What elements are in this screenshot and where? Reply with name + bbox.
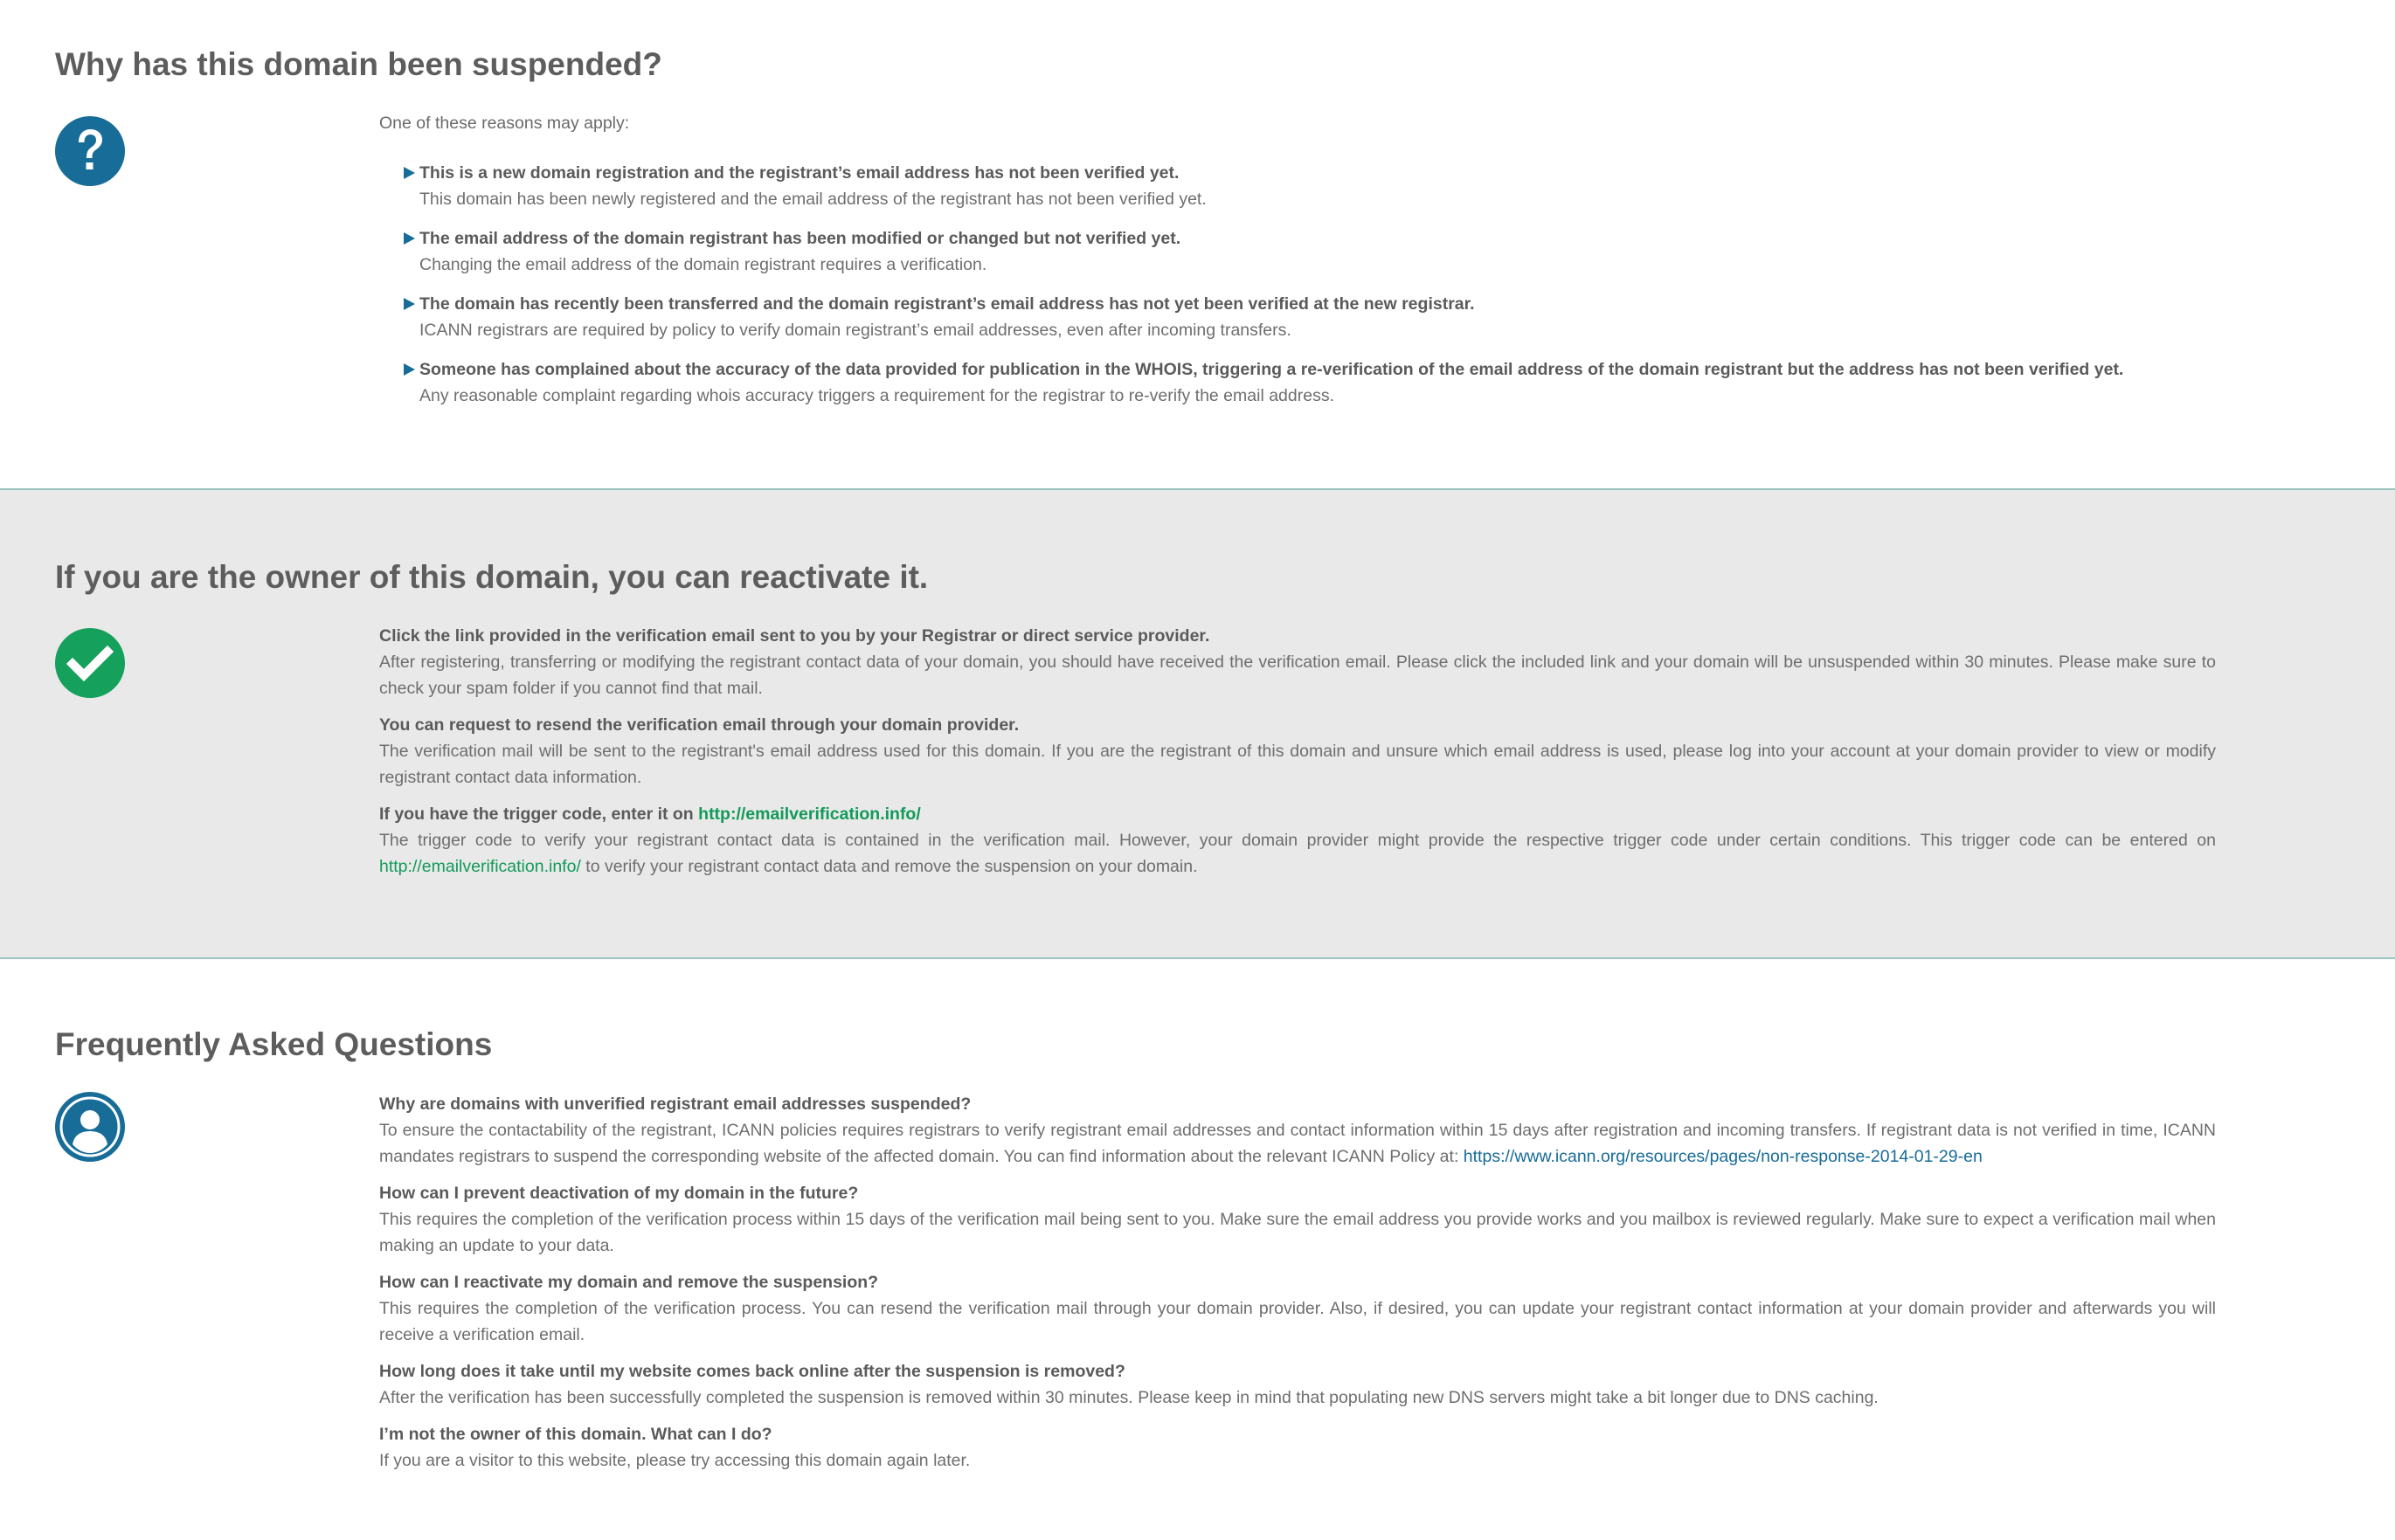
reason-item xyxy=(379,225,2216,278)
faq-heading: Frequently Asked Questions xyxy=(55,1026,493,1062)
faq-item xyxy=(379,1091,2216,1170)
step-description xyxy=(379,827,2216,880)
step-description-text: to verify your registrant contact data and remove the suspension on your domain. xyxy=(585,857,1198,876)
faq-answer: This requires the completion of the verification process within 15 days of the verification mail being sent to you. Make sure the email address you provide works and you mailbox is reviewed regularly. Make sure to expect a verification mail when making an update to your data. xyxy=(379,1210,2216,1255)
check-icon xyxy=(55,628,125,698)
faq-section xyxy=(0,959,2395,1540)
reactivate-step xyxy=(379,801,2216,880)
reason-item xyxy=(379,160,2216,212)
reactivate-step xyxy=(379,623,2216,701)
reactivate-section xyxy=(0,488,2395,959)
reason-description: ICANN registrars are required by policy to verify domain registrant’s email addresses, even after incoming transfers. xyxy=(419,321,1291,340)
reasons-intro: One of these reasons may apply: xyxy=(379,114,630,133)
triangle-bullet-icon xyxy=(404,298,415,310)
emailverification-inline-link[interactable]: http://emailverification.info/ xyxy=(379,857,581,876)
faq-question: I’m not the owner of this domain. What can I do? xyxy=(379,1425,772,1444)
icann-policy-link[interactable]: https://www.icann.org/resources/pages/non-response-2014-01-29-en xyxy=(1463,1147,1983,1166)
triangle-bullet-icon xyxy=(404,363,415,376)
faq-answer: If you are a visitor to this website, please try accessing this domain again later. xyxy=(379,1451,971,1470)
reason-item xyxy=(379,291,2216,343)
faq-content xyxy=(379,1091,2216,1484)
reason-description: This domain has been newly registered and the email address of the registrant has not been verified yet. xyxy=(419,190,1207,209)
faq-item xyxy=(379,1180,2216,1259)
faq-answer xyxy=(379,1117,2216,1170)
reason-description: Changing the email address of the domain registrant requires a verification. xyxy=(419,255,987,274)
reactivate-content xyxy=(379,623,2216,890)
faq-question: How long does it take until my website comes back online after the suspension is removed? xyxy=(379,1362,1125,1381)
faq-question: Why are domains with unverified registrant email addresses suspended? xyxy=(379,1095,972,1114)
reason-title: Someone has complained about the accuracy of the data provided for publication in the WHOIS, triggering a re-verification of the email address of the domain registrant but the address has not been verified yet. xyxy=(419,360,2124,379)
step-description: After registering, transferring or modifying the registrant contact data of your domain, you should have received the verification email. Please click the included link and your domain will be unsuspended within 30 minutes. Please make sure to check your spam folder if you cannot find that mail. xyxy=(379,653,2216,698)
triangle-bullet-icon xyxy=(404,232,415,245)
reason-title: The email address of the domain registrant has been modified or changed but not verified yet. xyxy=(419,229,1181,248)
emailverification-link[interactable]: http://emailverification.info/ xyxy=(698,805,921,824)
faq-answer: After the verification has been successfully completed the suspension is removed within 30 minutes. Please keep in mind that populating new DNS servers might take a bit longer due to DNS caching. xyxy=(379,1388,1879,1407)
reasons-content xyxy=(379,110,2216,422)
reasons-list xyxy=(379,160,2216,409)
step-description-text: The trigger code to verify your registrant contact data is contained in the verification mail. However, your domain provider might provide the respective trigger code under certain conditions. This trigger code can be entered on xyxy=(379,831,2216,850)
reasons-heading: Why has this domain been suspended? xyxy=(55,46,662,82)
step-title xyxy=(379,801,2216,827)
faq-item xyxy=(379,1421,2216,1474)
reason-title: This is a new domain registration and the registrant’s email address has not been verified yet. xyxy=(419,163,1180,183)
faq-item xyxy=(379,1358,2216,1411)
faq-item xyxy=(379,1269,2216,1348)
reactivate-heading: If you are the owner of this domain, you can reactivate it. xyxy=(55,559,929,595)
reason-description: Any reasonable complaint regarding whois accuracy triggers a requirement for the registrar to re-verify the email address. xyxy=(419,386,1334,405)
question-icon xyxy=(55,116,125,186)
faq-answer: This requires the completion of the verification process. You can resend the verification mail through your domain provider. Also, if desired, you can update your registrant contact information at your domain provider and afterwards you will receive a verification email. xyxy=(379,1299,2216,1344)
reason-item xyxy=(379,356,2216,409)
reasons-section xyxy=(0,0,2395,488)
step-description: The verification mail will be sent to the registrant's email address used for this domain. If you are the registrant of this domain and unsure which email address is used, please log into your account at your domain provider to view or modify registrant contact data information. xyxy=(379,742,2216,787)
step-title: You can request to resend the verification email through your domain provider. xyxy=(379,715,1020,735)
step-title: Click the link provided in the verification email sent to you by your Registrar or direct service provider. xyxy=(379,626,1210,646)
faq-answer-text: To ensure the contactability of the registrant, ICANN policies requires registrars to verify registrant email addresses and contact information within 15 days after registration and incoming transfers. If registrant data is not verified in time, ICANN mandates registrars to suspend the corresponding website of the affected domain. You can find information about the relevant ICANN Policy at: xyxy=(379,1121,2216,1166)
faq-question: How can I reactivate my domain and remove the suspension? xyxy=(379,1273,879,1292)
user-icon xyxy=(55,1092,125,1162)
triangle-bullet-icon xyxy=(404,167,415,179)
reason-title: The domain has recently been transferred and the domain registrant’s email address has not yet been verified at the new registrar. xyxy=(419,294,1475,314)
step-title-text: If you have the trigger code, enter it on xyxy=(379,805,694,824)
faq-question: How can I prevent deactivation of my domain in the future? xyxy=(379,1184,859,1203)
reactivate-step xyxy=(379,712,2216,791)
